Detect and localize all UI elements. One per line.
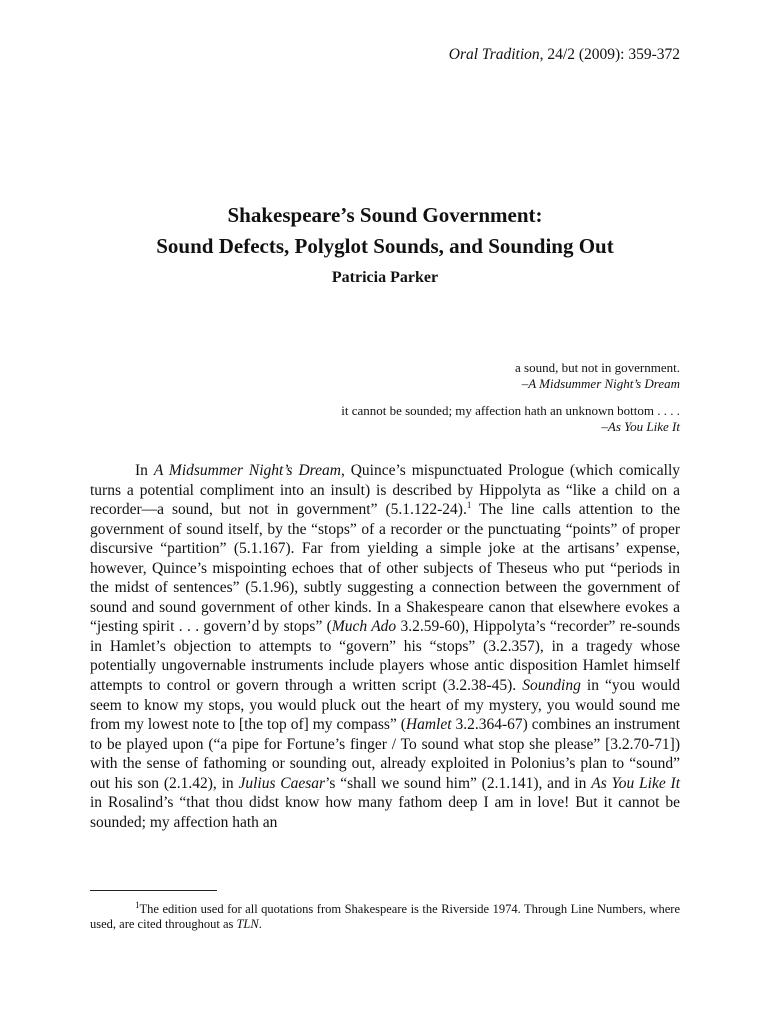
emphasis: Sounding bbox=[522, 677, 581, 695]
epigraph-source: –As You Like It bbox=[601, 419, 680, 434]
issue-info: , 24/2 (2009): 359-372 bbox=[539, 46, 680, 63]
epigraph-1 bbox=[515, 360, 680, 392]
footnote-end: . bbox=[258, 917, 262, 931]
text-run: , Quince’s mispunctuated Prologue (which comically turns a potential compliment into an insult) is described by Hippolyta as “like a child on a recorder—a sound, but not in government” (5.1.122-24). bbox=[90, 462, 680, 519]
footnote-number: 1 bbox=[135, 899, 140, 910]
epigraph-source: –A Midsummer Night’s Dream bbox=[521, 376, 680, 391]
text-run: ’s “shall we sound him” (2.1.141), and in bbox=[325, 774, 592, 792]
footnote-divider bbox=[90, 890, 217, 891]
text-run: The line calls attention to the government of sound itself, by the “stops” of a recorder or the punctuating “points” of proper discursive “partition” (5.1.167). Far from yielding a simple joke at the artisans’ expense, however, Quince’s mispointing echoes that of other subjects of Theseus who put “periods in the midst of sentences” (5.1.96), subtly suggesting a connection between the government of sound and sound government of other kinds. In a Shakespeare canon that elsewhere evokes a “jesting spirit . . . govern’d by stops” ( bbox=[90, 501, 680, 636]
footnote-ref: 1 bbox=[466, 499, 472, 510]
text-run: 3.2.364-67) combines an instrument to be played upon (“a pipe for Fortune’s finger / To sound what stop she please” [3.2.70-71]) with the sense of fathoming or sounding out, already exploited in Polonius’s plan to “sound” out his son (2.1.42), in bbox=[90, 716, 680, 792]
work-title: Julius Caesar bbox=[238, 774, 326, 792]
footnote-abbrev: TLN bbox=[236, 917, 259, 931]
work-title: As You Like It bbox=[591, 774, 680, 792]
footnote bbox=[90, 899, 680, 932]
title-line-1: Shakespeare’s Sound Government: bbox=[227, 203, 543, 227]
author-name: Patricia Parker bbox=[331, 269, 439, 286]
epigraph-quote: a sound, but not in government. bbox=[514, 360, 680, 375]
journal-name: Oral Tradition bbox=[448, 46, 540, 63]
text-run: In bbox=[135, 462, 154, 479]
article-title bbox=[0, 200, 770, 262]
running-head bbox=[449, 46, 680, 64]
work-title: A Midsummer Night’s Dream bbox=[153, 462, 341, 479]
text-run: in Rosalind’s “that thou didst know how many fathom deep I am in love! But it cannot be sounded; my affection hath an bbox=[90, 794, 680, 831]
footnote-text: The edition used for all quotations from Shakespeare is the Riverside 1974. Through Line Numbers, where used, are cited throughout as bbox=[90, 902, 680, 931]
text-run: in “you would seem to know my stops, you would pluck out the heart of my mystery, you would sound me from my lowest note to [the top of] my compass” ( bbox=[90, 677, 680, 734]
body-paragraph bbox=[90, 461, 680, 832]
work-title: Hamlet bbox=[405, 716, 452, 734]
epigraph-2 bbox=[341, 403, 680, 435]
title-line-2: Sound Defects, Polyglot Sounds, and Sounding Out bbox=[156, 234, 614, 258]
work-title: Much Ado bbox=[331, 618, 397, 636]
epigraph-quote: it cannot be sounded; my affection hath an unknown bottom . . . . bbox=[341, 403, 680, 418]
text-run: 3.2.59-60), Hippolyta’s “recorder” re-sounds in Hamlet’s objection to attempts to “govern” his “stops” (3.2.357), in a tragedy whose potentially ungovernable instruments include players whose antic disposition Hamlet himself attempts to control or govern through a written script (3.2.38-45). bbox=[90, 618, 680, 695]
